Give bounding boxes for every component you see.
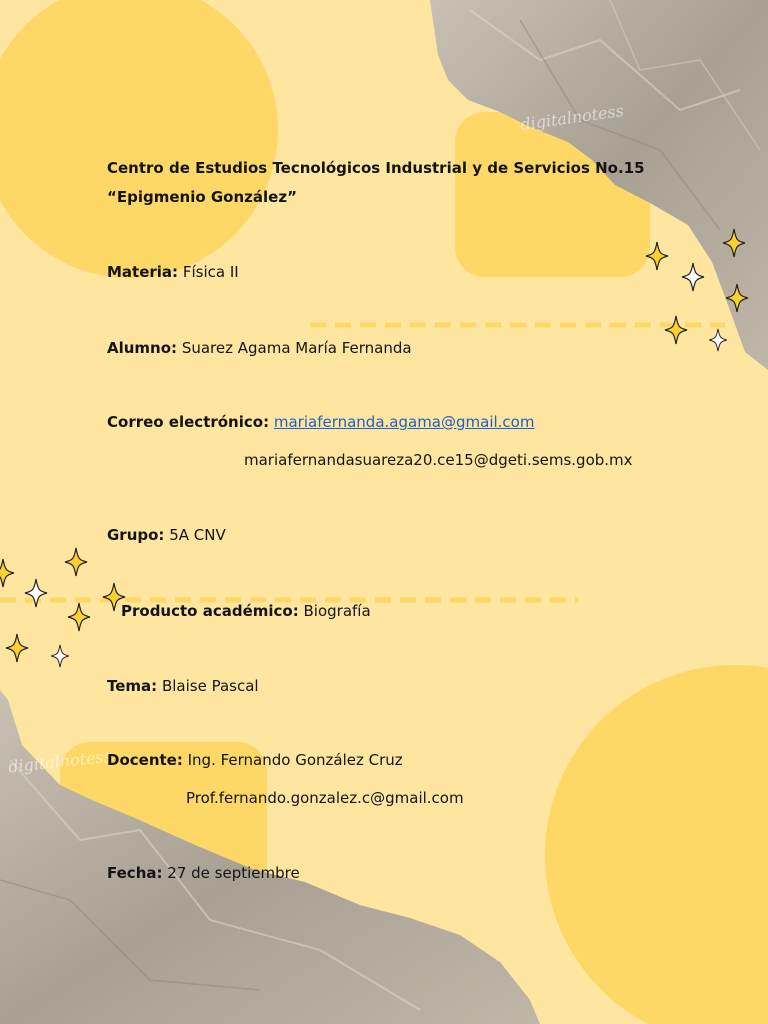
materia-value: Física II: [182, 263, 239, 281]
sparkle-icon: [51, 645, 69, 667]
circle-bottom-right: [545, 665, 768, 1024]
crumpled-paper-bottom-left: [0, 690, 540, 1024]
materia-row: [107, 262, 239, 282]
sparkle-icon: [665, 316, 687, 344]
tema-row: [107, 676, 259, 696]
fecha-value: 27 de septiembre: [167, 864, 300, 882]
producto-value: Biografía: [303, 602, 371, 620]
email-link[interactable]: mariafernanda.agama@gmail.com: [273, 413, 535, 431]
fecha-row: [107, 863, 300, 883]
producto-label: Producto académico:: [121, 602, 299, 620]
sparkle-icon: [65, 548, 87, 576]
docente-label: Docente:: [107, 751, 183, 769]
correo-secondary-email: mariafernandasuareza20.ce15@dgeti.sems.gob.mx: [244, 451, 633, 469]
grupo-row: [107, 525, 226, 545]
docente-row: [107, 750, 403, 770]
alumno-row: [107, 338, 412, 358]
sparkle-icon: [6, 634, 28, 662]
sparkle-icon: [709, 329, 727, 351]
watermark: digitalnotess: [519, 100, 625, 135]
school-subtitle: “Epigmenio González”: [107, 188, 297, 206]
alumno-value: Suarez Agama María Fernanda: [181, 339, 412, 357]
tema-value: Blaise Pascal: [161, 677, 259, 695]
producto-row: [121, 601, 371, 621]
sparkle-icon: [68, 603, 90, 631]
sparkle-icon: [682, 263, 704, 291]
fecha-label: Fecha:: [107, 864, 163, 882]
correo-row: [107, 412, 534, 432]
sparkle-icon: [0, 559, 14, 587]
docente-value: Ing. Fernando González Cruz: [187, 751, 403, 769]
docente-email: Prof.fernando.gonzalez.c@gmail.com: [186, 789, 464, 807]
sparkles-left: [0, 548, 125, 667]
tema-label: Tema:: [107, 677, 158, 695]
school-name: Centro de Estudios Tecnológicos Industrial y de Servicios No.15: [107, 159, 645, 177]
materia-label: Materia:: [107, 263, 179, 281]
sparkle-icon: [25, 579, 47, 607]
alumno-label: Alumno:: [107, 339, 178, 357]
circle-top-left: [0, 0, 278, 278]
grupo-value: 5A CNV: [169, 526, 226, 544]
grupo-label: Grupo:: [107, 526, 165, 544]
watermark: digitalnotess: [7, 746, 113, 777]
correo-label: Correo electrónico:: [107, 413, 270, 431]
